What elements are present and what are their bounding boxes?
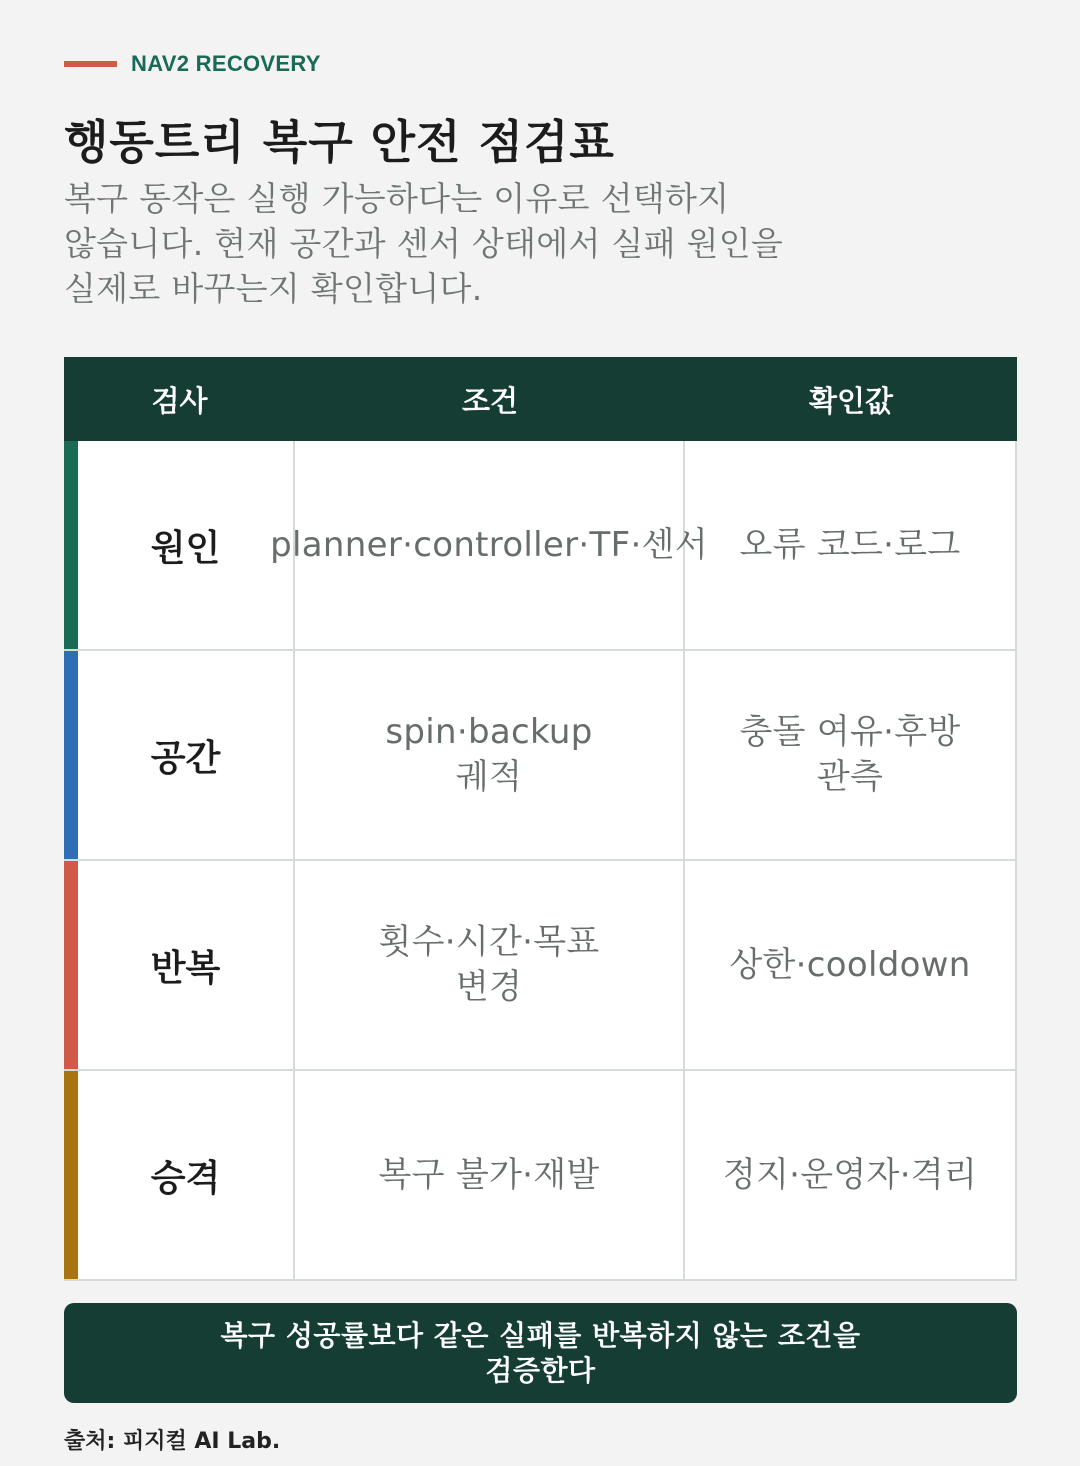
row-condition: 복구 불가·재발 <box>378 1154 600 1195</box>
header-value: 확인값 <box>808 383 894 418</box>
banner-line: 복구 성공률보다 같은 실패를 반복하지 않는 조건을 <box>220 1319 861 1352</box>
banner-line: 검증한다 <box>485 1354 596 1387</box>
eyebrow <box>64 50 321 78</box>
intro-line: 실제로 바꾸는지 확인합니다. <box>64 269 483 308</box>
source-credit: 출처: 피지컬 AI Lab. <box>64 1429 281 1454</box>
page-title: 행동트리 복구 안전 점검표 <box>64 115 615 169</box>
table-row <box>64 441 1017 651</box>
eyebrow-accent-bar <box>64 61 117 67</box>
row-condition: spin·backup 궤적 <box>385 712 593 797</box>
row-label: 승격 <box>150 1157 221 1199</box>
table-row <box>64 861 1017 1071</box>
row-check-value: 충돌 여유·후방 관측 <box>739 712 961 797</box>
intro-line: 복구 동작은 실행 가능하다는 이유로 선택하지 <box>64 179 730 218</box>
intro-line: 않습니다. 현재 공간과 센서 상태에서 실패 원인을 <box>64 224 784 263</box>
row-accent-bar <box>64 441 78 649</box>
row-check-value: 정지·운영자·격리 <box>722 1154 978 1195</box>
row-condition: planner·controller·TF·센서 <box>270 524 708 565</box>
row-accent-bar <box>64 651 78 859</box>
row-check-value: 상한·cooldown <box>729 944 971 985</box>
row-condition: 횟수·시간·목표 변경 <box>378 922 600 1007</box>
row-accent-bar <box>64 861 78 1069</box>
header-condition: 조건 <box>461 383 519 418</box>
eyebrow-text: NAV2 RECOVERY <box>131 51 321 76</box>
summary-banner <box>64 1303 1017 1403</box>
checklist-table <box>64 357 1017 1281</box>
row-accent-bar <box>64 1071 78 1279</box>
intro-paragraph <box>64 176 884 311</box>
table-row <box>64 1071 1017 1281</box>
row-label: 원인 <box>150 527 221 569</box>
table-header <box>64 357 1017 441</box>
header-check: 검사 <box>151 383 208 418</box>
row-check-value: 오류 코드·로그 <box>739 524 961 565</box>
row-label: 반복 <box>150 947 221 989</box>
row-label: 공간 <box>150 737 221 779</box>
table-row <box>64 651 1017 861</box>
